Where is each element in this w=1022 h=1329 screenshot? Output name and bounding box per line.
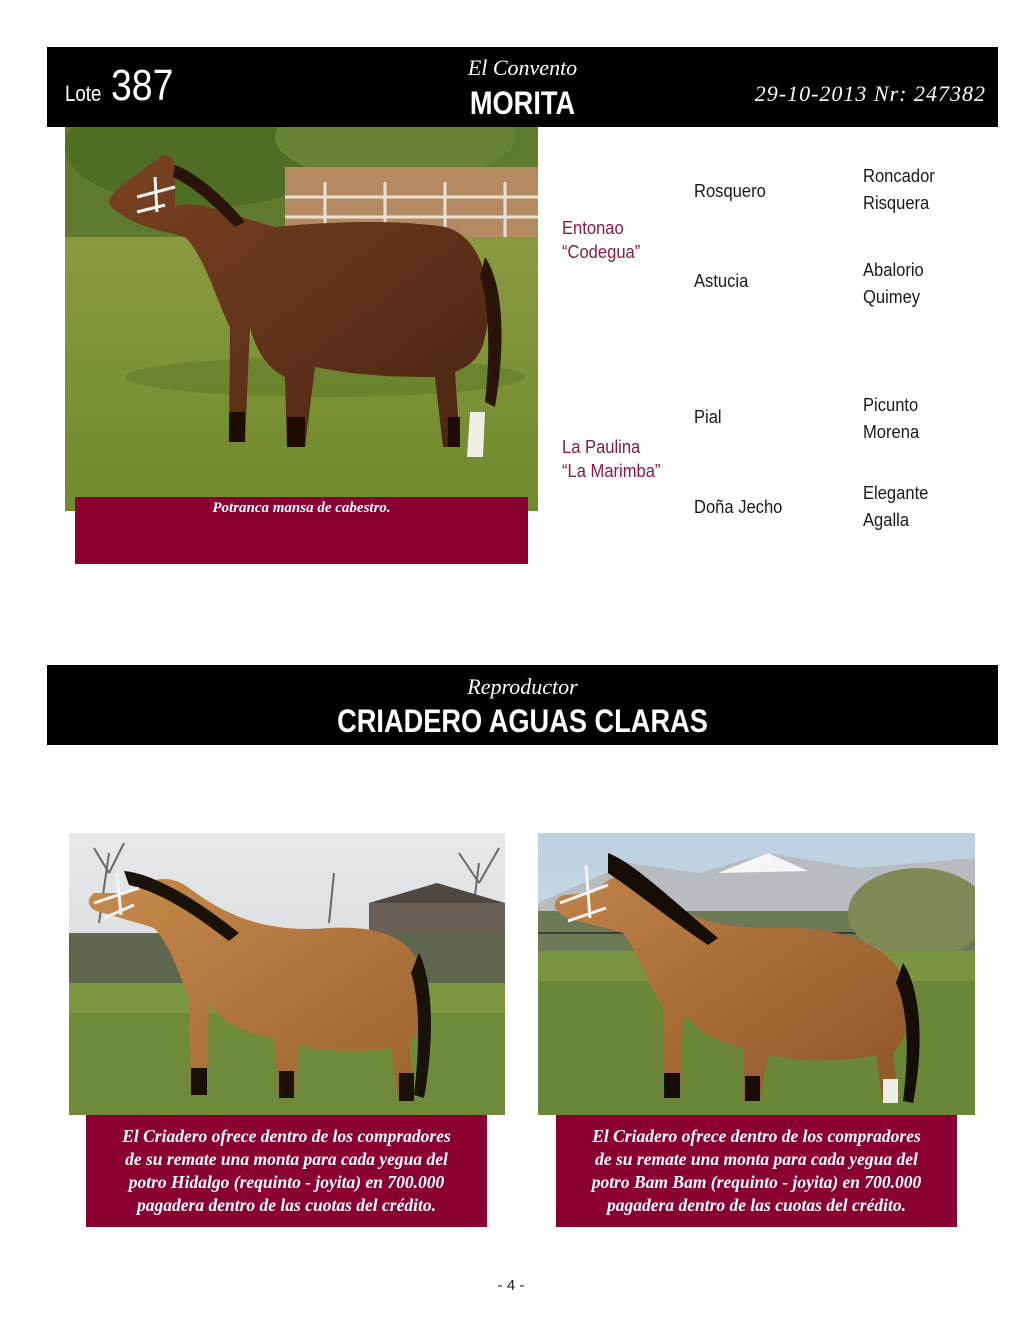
pedigree-sire-breeder: “Codegua” bbox=[562, 242, 641, 262]
horse-photo-bambam bbox=[538, 833, 975, 1115]
pedigree-sire-dam: Astucia bbox=[694, 271, 749, 291]
pedigree-ssd: Risquera bbox=[863, 193, 930, 213]
pedigree-dam-dam: Doña Jecho bbox=[694, 497, 783, 517]
caption-line: de su remate una monta para cada yegua del bbox=[125, 1149, 448, 1169]
pedigree-dam-breeder: “La Marimba” bbox=[562, 461, 661, 481]
pedigree-dsd: Morena bbox=[863, 422, 920, 442]
lot-horse-name: MORITA bbox=[469, 85, 576, 121]
pedigree-dam bbox=[562, 435, 660, 483]
page-number: - 4 - bbox=[497, 1277, 525, 1294]
pedigree-sds: Abalorio bbox=[863, 260, 924, 280]
lot-caption: Potranca mansa de cabestro. bbox=[75, 497, 528, 564]
caption-line: pagadera dentro de las cuotas del crédito. bbox=[137, 1195, 436, 1215]
reproductor-subtitle: Reproductor bbox=[467, 674, 578, 699]
reproductor-caption-hidalgo bbox=[86, 1115, 487, 1227]
horse-photo-hidalgo bbox=[69, 833, 505, 1115]
reproductor-title: CRIADERO AGUAS CLARAS bbox=[337, 703, 708, 739]
lot-number: 387 bbox=[111, 61, 174, 110]
lot-label: Lote bbox=[65, 81, 102, 106]
pedigree-sdd: Quimey bbox=[863, 287, 921, 307]
pedigree-dam-sire: Pial bbox=[694, 407, 722, 427]
caption-line: pagadera dentro de las cuotas del crédito. bbox=[607, 1195, 906, 1215]
lot-breeder: El Convento bbox=[467, 55, 578, 80]
horse-photo-morita bbox=[65, 127, 538, 511]
reproductor-caption-bambam bbox=[556, 1115, 957, 1227]
pedigree-sire bbox=[562, 216, 640, 264]
pedigree-sss: Roncador bbox=[863, 166, 935, 186]
pedigree-sire-sire: Rosquero bbox=[694, 181, 766, 201]
pedigree-dss: Picunto bbox=[863, 395, 919, 415]
caption-line: de su remate una monta para cada yegua del bbox=[595, 1149, 918, 1169]
caption-line: El Criadero ofrece dentro de los compradores bbox=[122, 1126, 451, 1146]
lot-header-bar bbox=[47, 47, 998, 127]
pedigree-dam-name: La Paulina bbox=[562, 437, 641, 457]
caption-line: El Criadero ofrece dentro de los compradores bbox=[592, 1126, 921, 1146]
reproductor-header-bar bbox=[47, 665, 998, 745]
pedigree-dds: Elegante bbox=[863, 483, 929, 503]
lot-date-registry: 29-10-2013 Nr: 247382 bbox=[754, 81, 986, 106]
pedigree-ddd: Agalla bbox=[863, 510, 910, 530]
pedigree-sire-name: Entonao bbox=[562, 218, 624, 238]
caption-line: potro Bam Bam (requinto - joyita) en 700.000 bbox=[591, 1172, 922, 1192]
caption-line: potro Hidalgo (requinto - joyita) en 700.000 bbox=[128, 1172, 445, 1192]
